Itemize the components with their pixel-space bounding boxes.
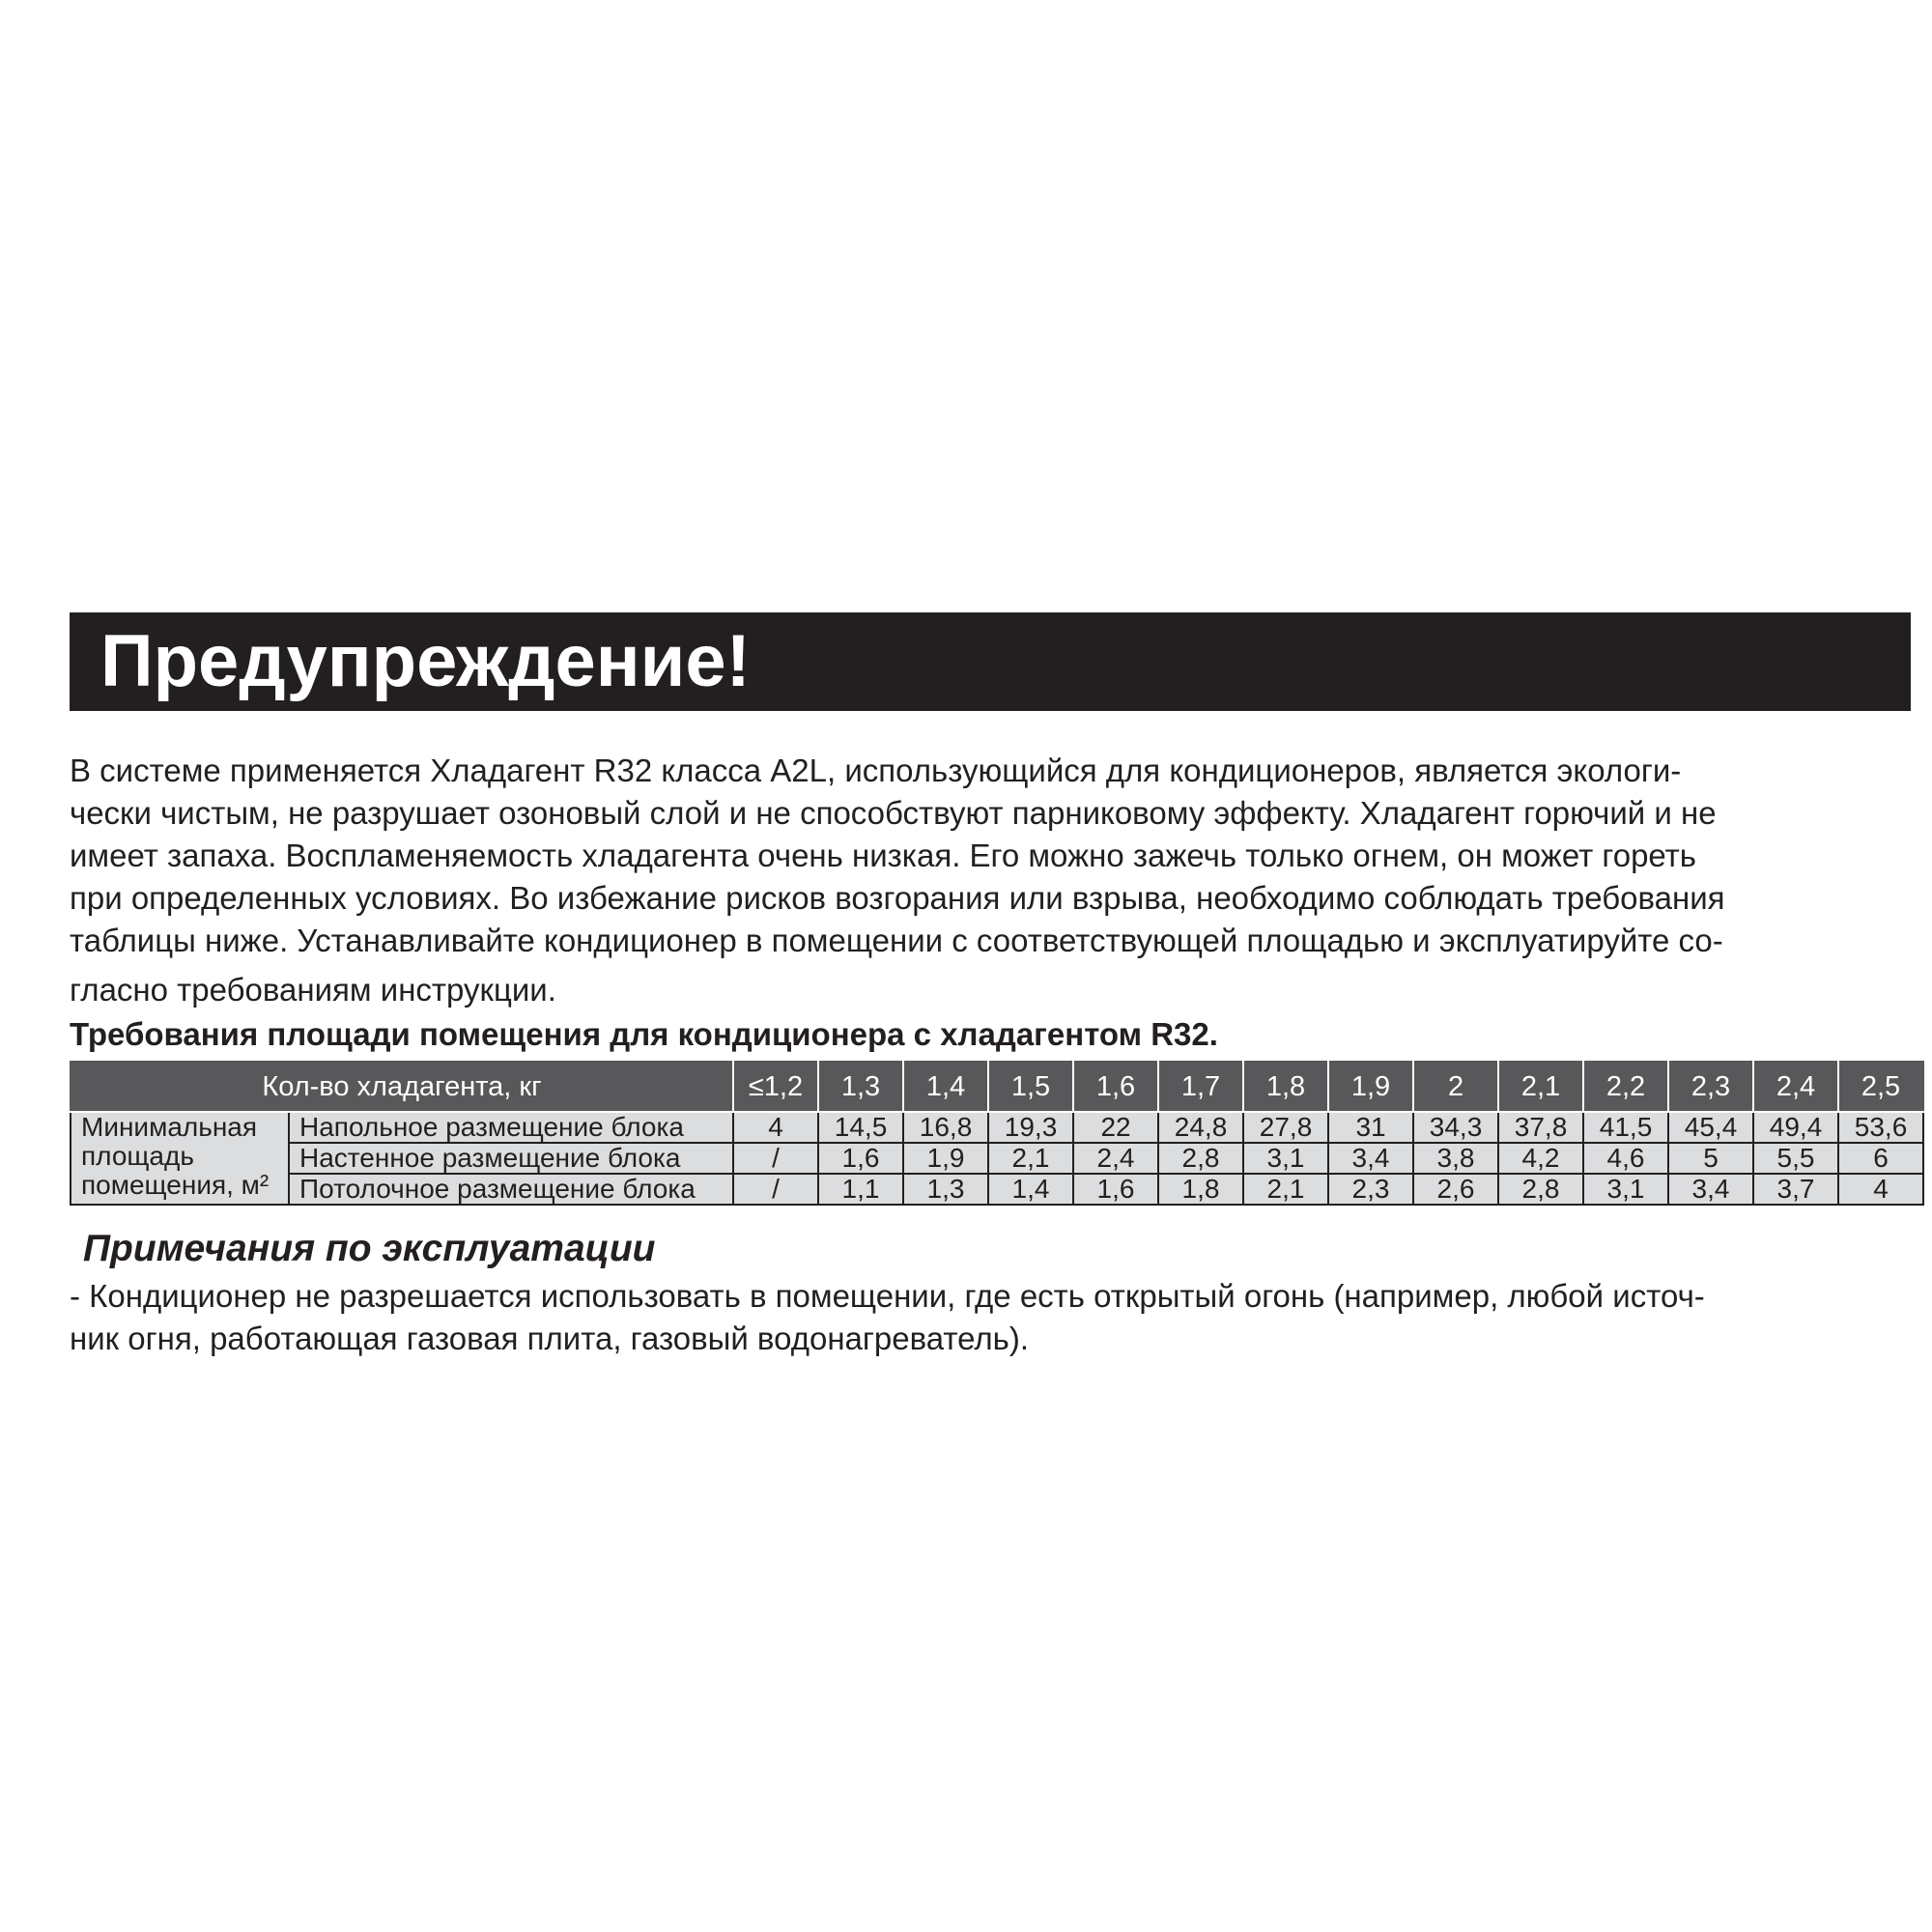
notes-line: - Кондиционер не разрешается использовать в помещении, где есть открытый огонь (например, любой источ- <box>70 1278 1705 1314</box>
table-header-row <box>71 1062 1923 1112</box>
table-title: Требования площади помещения для кондиционера с хладагентом R32. <box>70 1016 1218 1052</box>
area-value-cell: 2,4 <box>1073 1143 1158 1174</box>
area-value-cell: 4,2 <box>1498 1143 1583 1174</box>
charge-header-cell: 1,8 <box>1243 1062 1328 1112</box>
area-value-cell: 34,3 <box>1413 1112 1498 1143</box>
area-value-cell: 1,6 <box>1073 1174 1158 1205</box>
area-value-cell: 37,8 <box>1498 1112 1583 1143</box>
area-value-cell: 3,4 <box>1668 1174 1753 1205</box>
refrigerant-area-table <box>70 1061 1924 1206</box>
area-value-cell: 3,1 <box>1583 1174 1668 1205</box>
charge-header-cell: 1,9 <box>1328 1062 1413 1112</box>
area-value-cell: 2,1 <box>988 1143 1073 1174</box>
min-area-group-label: Минимальная площадь помещения, м² <box>71 1112 289 1205</box>
intro-line: гласно требованиям инструкции. <box>70 972 556 1008</box>
charge-header-cell: 2,1 <box>1498 1062 1583 1112</box>
charge-header-cell: 1,3 <box>818 1062 903 1112</box>
area-value-cell: 2,3 <box>1328 1174 1413 1205</box>
area-value-cell: 1,4 <box>988 1174 1073 1205</box>
area-value-cell: 49,4 <box>1753 1112 1838 1143</box>
area-value-cell: 4,6 <box>1583 1143 1668 1174</box>
area-value-cell: 1,6 <box>818 1143 903 1174</box>
charge-header-cell: ≤1,2 <box>733 1062 818 1112</box>
charge-header-cell: 2 <box>1413 1062 1498 1112</box>
area-value-cell: 2,1 <box>1243 1174 1328 1205</box>
placement-label: Напольное размещение блока <box>289 1112 733 1143</box>
area-value-cell: 19,3 <box>988 1112 1073 1143</box>
placement-label: Потолочное размещение блока <box>289 1174 733 1205</box>
area-value-cell: / <box>733 1143 818 1174</box>
area-value-cell: 14,5 <box>818 1112 903 1143</box>
charge-header-cell: 2,5 <box>1838 1062 1923 1112</box>
area-value-cell: 45,4 <box>1668 1112 1753 1143</box>
intro-line: чески чистым, не разрушает озоновый слой и не способствуют парниковому эффекту. Хладагент горючий и не <box>70 795 1717 831</box>
area-value-cell: 3,4 <box>1328 1143 1413 1174</box>
header-label: Кол-во хладагента, кг <box>71 1062 733 1112</box>
area-value-cell: 31 <box>1328 1112 1413 1143</box>
area-value-cell: 2,8 <box>1498 1174 1583 1205</box>
notes-line: ник огня, работающая газовая плита, газовый водонагреватель). <box>70 1321 1030 1356</box>
area-value-cell: 22 <box>1073 1112 1158 1143</box>
table-row <box>71 1174 1923 1205</box>
area-value-cell: 2,6 <box>1413 1174 1498 1205</box>
charge-header-cell: 2,4 <box>1753 1062 1838 1112</box>
area-value-cell: 16,8 <box>903 1112 988 1143</box>
area-value-cell: 24,8 <box>1158 1112 1243 1143</box>
intro-paragraph <box>70 750 1905 1011</box>
area-value-cell: 3,1 <box>1243 1143 1328 1174</box>
table-row <box>71 1143 1923 1174</box>
area-value-cell: 3,7 <box>1753 1174 1838 1205</box>
area-value-cell: 4 <box>733 1112 818 1143</box>
area-value-cell: 1,3 <box>903 1174 988 1205</box>
intro-line: таблицы ниже. Устанавливайте кондиционер в помещении с соответствующей площадью и эксплуатируйте со- <box>70 923 1723 958</box>
area-value-cell: 27,8 <box>1243 1112 1328 1143</box>
area-value-cell: 5 <box>1668 1143 1753 1174</box>
area-value-cell: 1,8 <box>1158 1174 1243 1205</box>
charge-header-cell: 2,3 <box>1668 1062 1753 1112</box>
table-row <box>71 1112 1923 1143</box>
area-value-cell: / <box>733 1174 818 1205</box>
warning-banner <box>70 612 1911 711</box>
charge-header-cell: 1,7 <box>1158 1062 1243 1112</box>
area-value-cell: 41,5 <box>1583 1112 1668 1143</box>
area-value-cell: 1,1 <box>818 1174 903 1205</box>
charge-header-cell: 1,5 <box>988 1062 1073 1112</box>
notes-text <box>70 1275 1905 1360</box>
area-value-cell: 1,9 <box>903 1143 988 1174</box>
intro-line: имеет запаха. Воспламеняемость хладагента очень низкая. Его можно зажечь только огнем, он может гореть <box>70 838 1696 873</box>
area-value-cell: 5,5 <box>1753 1143 1838 1174</box>
area-value-cell: 53,6 <box>1838 1112 1923 1143</box>
table-body <box>71 1112 1923 1205</box>
area-value-cell: 4 <box>1838 1174 1923 1205</box>
intro-line: В системе применяется Хладагент R32 класса A2L, использующийся для кондиционеров, является экологи- <box>70 753 1682 788</box>
placement-label: Настенное размещение блока <box>289 1143 733 1174</box>
intro-line: при определенных условиях. Во избежание рисков возгорания или взрыва, необходимо соблюдать требования <box>70 880 1725 916</box>
area-value-cell: 3,8 <box>1413 1143 1498 1174</box>
warning-title: Предупреждение! <box>100 620 751 702</box>
charge-header-cell: 1,6 <box>1073 1062 1158 1112</box>
notes-title: Примечания по эксплуатации <box>83 1228 656 1269</box>
area-value-cell: 6 <box>1838 1143 1923 1174</box>
charge-header-cell: 1,4 <box>903 1062 988 1112</box>
charge-header-cell: 2,2 <box>1583 1062 1668 1112</box>
area-value-cell: 2,8 <box>1158 1143 1243 1174</box>
